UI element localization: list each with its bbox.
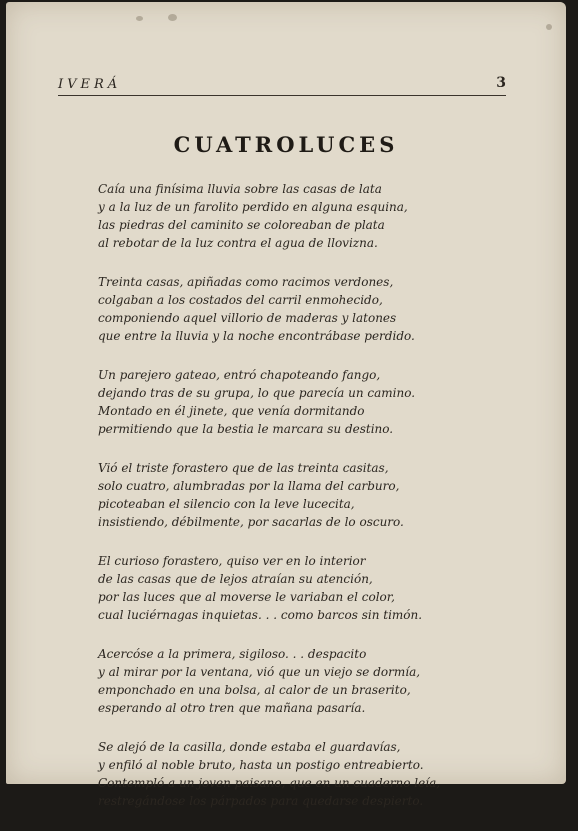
poem-line: componiendo aquel villorio de maderas y latones xyxy=(98,311,397,325)
poem-line: y al mirar por la ventana, vió que un viejo se dormía, xyxy=(98,665,421,679)
paper-speck xyxy=(136,16,143,21)
poem-line: emponchado en una bolsa, al calor de un braserito, xyxy=(98,683,411,697)
running-header xyxy=(58,75,506,96)
poem-line: permitiendo que la bestia le marcara su destino. xyxy=(98,422,394,436)
poem-line: Contempló a un joven paisano, que en un cuaderno leía, xyxy=(98,776,441,790)
poem-line: Se alejó de la casilla, donde estaba el guardavías, xyxy=(98,740,401,754)
poem-line: Acercóse a la primera, sigiloso. . . despacito xyxy=(98,647,367,661)
stanza xyxy=(98,366,498,438)
stanza xyxy=(98,738,498,810)
poem-body xyxy=(98,180,498,831)
poem-line: las piedras del caminito se coloreaban de plata xyxy=(98,218,385,232)
poem-line: de las casas que de lejos atraían su atención, xyxy=(98,572,373,586)
poem-line: Caía una finísima lluvia sobre las casas de lata xyxy=(98,182,382,196)
poem-line: y enfiló al noble bruto, hasta un postigo entreabierto. xyxy=(98,758,424,772)
poem-line: que entre la lluvia y la noche encontrábase perdido. xyxy=(98,329,415,343)
running-header-title: IVERÁ xyxy=(58,77,122,92)
stanza xyxy=(98,645,498,717)
stanza xyxy=(98,459,498,531)
poem-line: dejando tras de su grupa, lo que parecía un camino. xyxy=(98,386,416,400)
paper-speck xyxy=(546,24,552,30)
page-number: 3 xyxy=(496,75,506,91)
poem-line: Vió el triste forastero que de las treinta casitas, xyxy=(98,461,389,475)
poem-line: restregándose los párpados para quedarse despierto. xyxy=(98,794,424,808)
stanza xyxy=(98,552,498,624)
poem-line: Treinta casas, apiñadas como racimos verdones, xyxy=(98,275,394,289)
poem-line: Montado en él jinete, que venía dormitando xyxy=(98,404,365,418)
poem-line: por las luces que al moverse le variaban el color, xyxy=(98,590,395,604)
poem-line: cual luciérnagas inquietas. . . como barcos sin timón. xyxy=(98,608,423,622)
poem-line: picoteaban el silencio con la leve lucecita, xyxy=(98,497,355,511)
poem-line: solo cuatro, alumbradas por la llama del carburo, xyxy=(98,479,400,493)
poem-line: y a la luz de un farolito perdido en alguna esquina, xyxy=(98,200,408,214)
poem-title: CUATROLUCES xyxy=(173,132,399,157)
poem-line: Un parejero gateao, entró chapoteando fango, xyxy=(98,368,381,382)
stanza xyxy=(98,180,498,252)
poem-line: esperando al otro tren que mañana pasaría. xyxy=(98,701,366,715)
poem-line: El curioso forastero, quiso ver en lo interior xyxy=(98,554,366,568)
poem-line: colgaban a los costados del carril enmohecido, xyxy=(98,293,383,307)
poem-line: insistiendo, débilmente, por sacarlas de lo oscuro. xyxy=(98,515,404,529)
poem-line: al rebotar de la luz contra el agua de llovizna. xyxy=(98,236,378,250)
book-page xyxy=(6,2,566,808)
stanza xyxy=(98,273,498,345)
paper-speck xyxy=(168,14,177,21)
